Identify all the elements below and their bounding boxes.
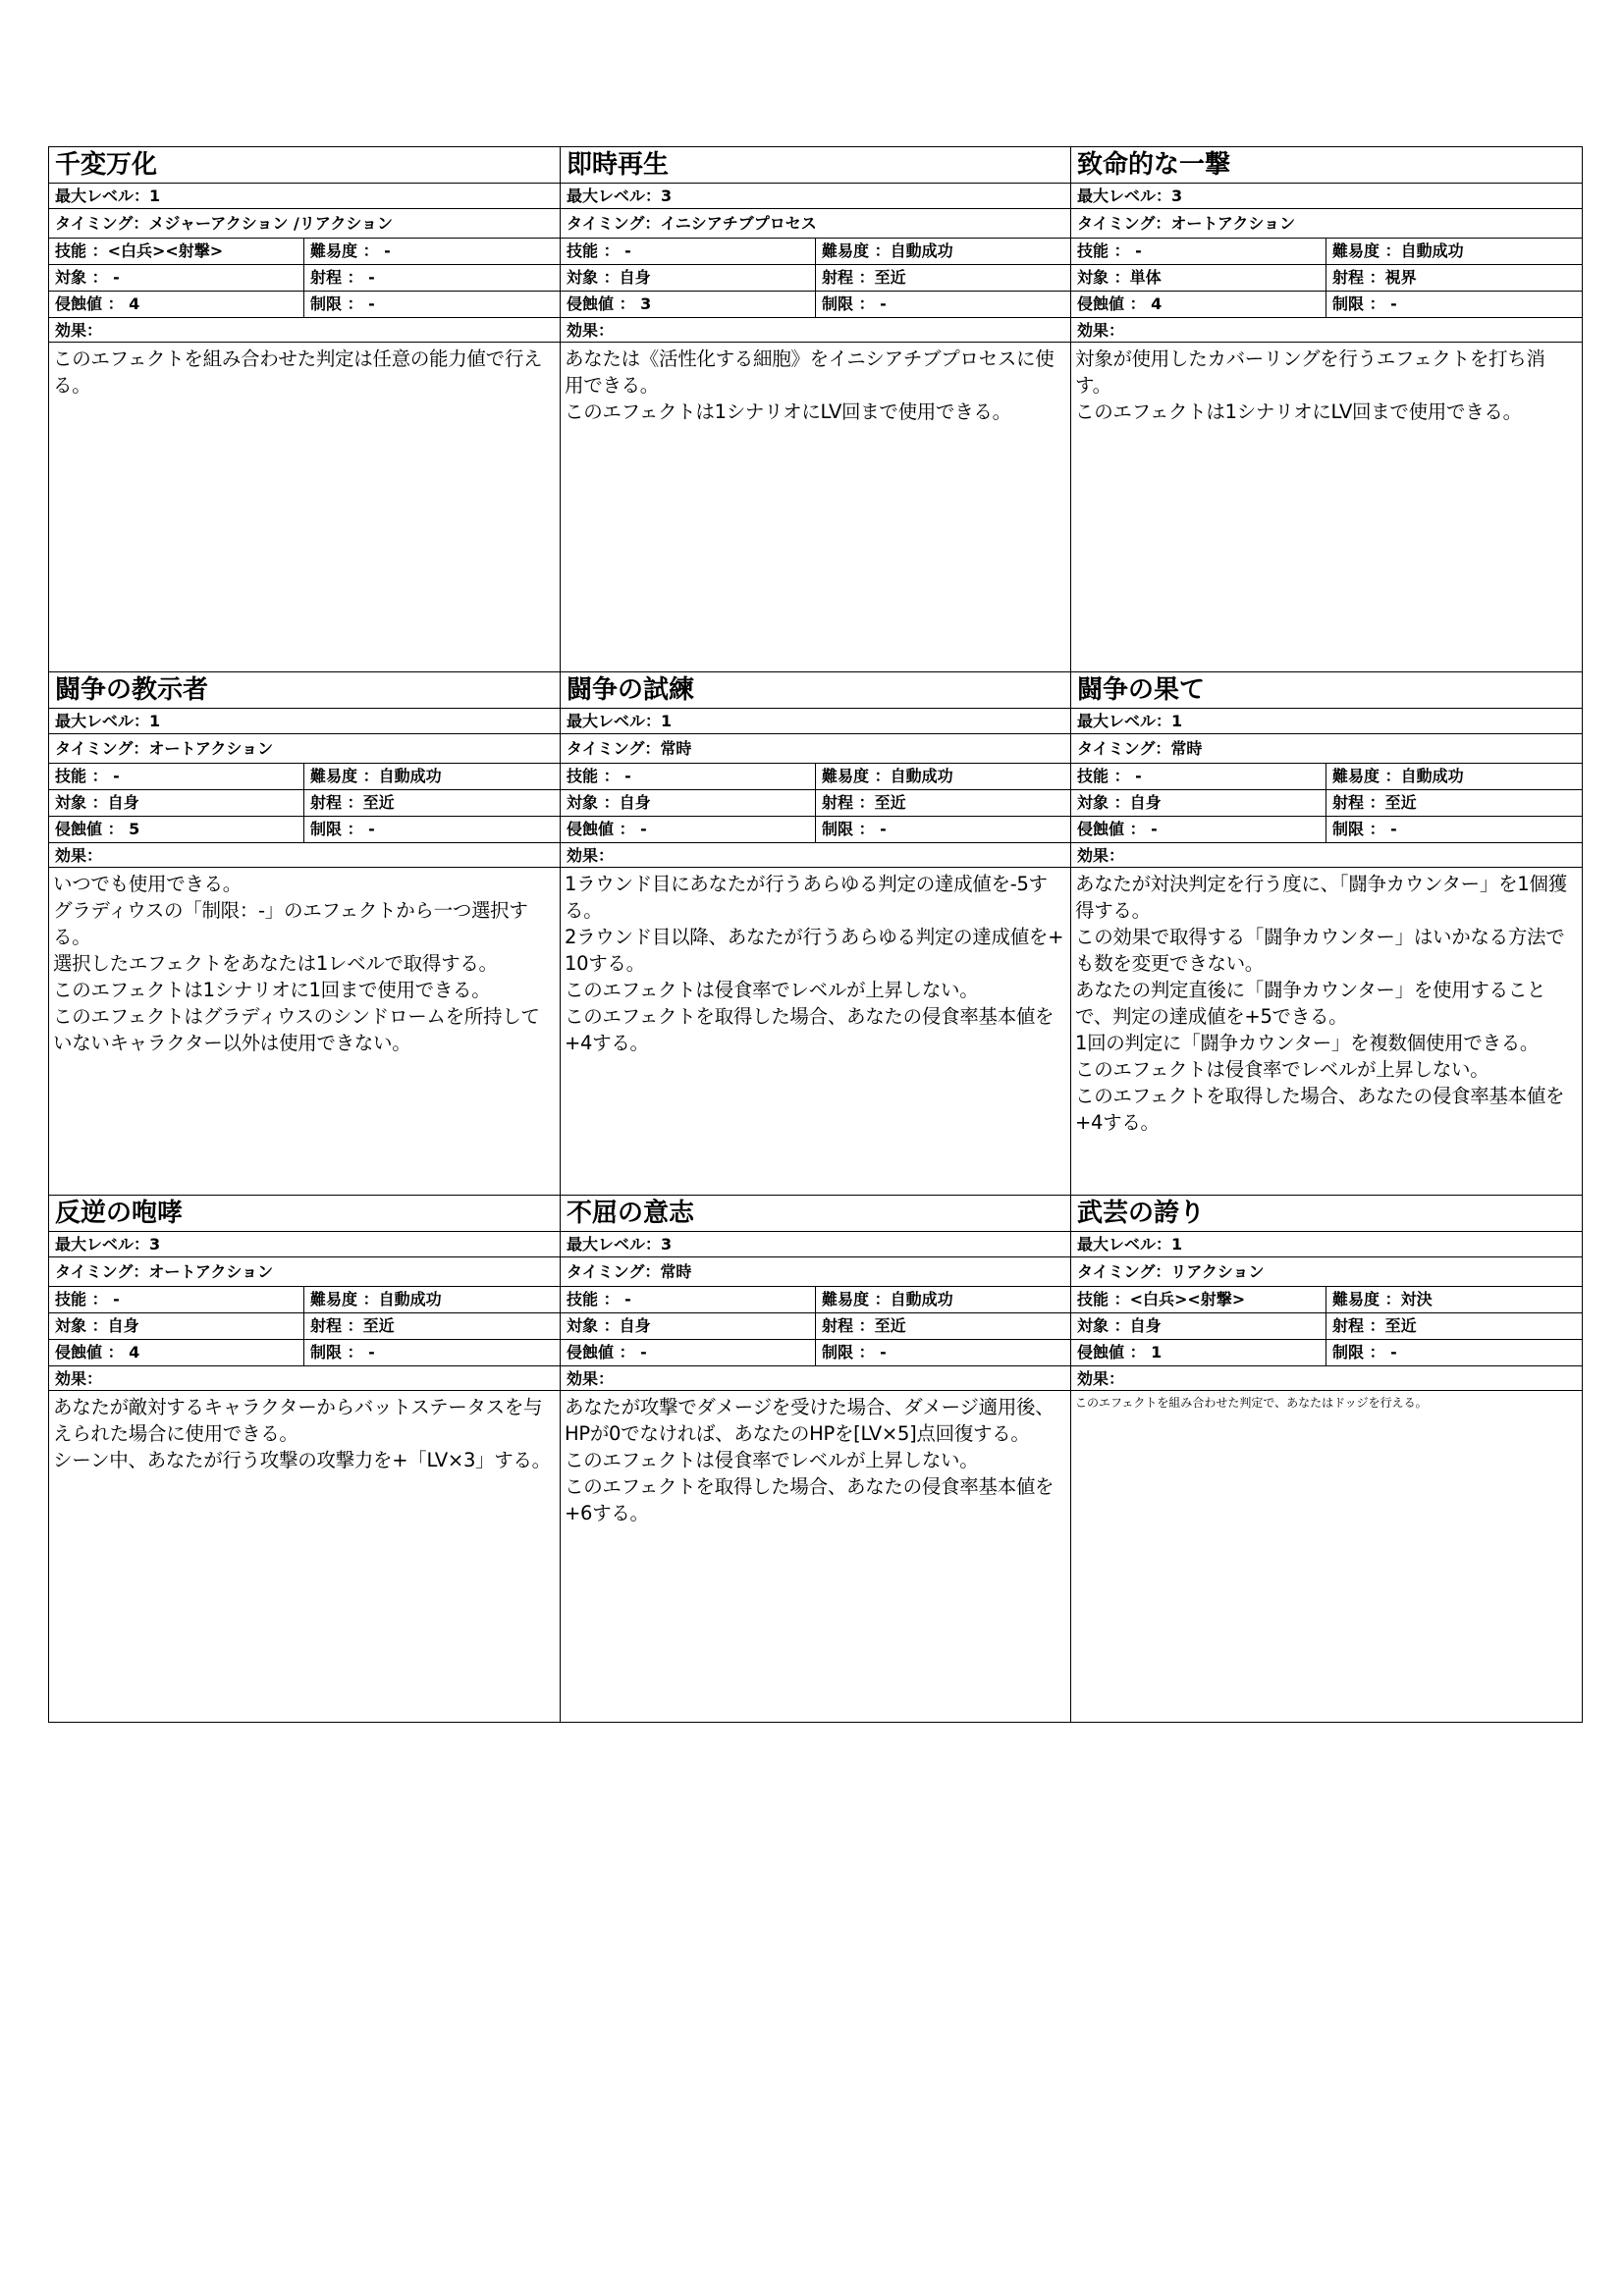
difficulty: 難易度 ：自動成功 (1332, 241, 1464, 260)
target: 対象 ： - (49, 265, 304, 291)
timing: タイミング：常時 (561, 1257, 1070, 1287)
timing: タイミング：リアクション (1071, 1257, 1582, 1287)
target-range-row (561, 265, 1070, 292)
difficulty: 難易度 ：自動成功 (1332, 767, 1464, 785)
difficulty: 難易度 ：自動成功 (310, 767, 442, 785)
skill-difficulty-row (1071, 1287, 1582, 1313)
skill: 技能 ： - (561, 1287, 816, 1312)
skill-difficulty-row (49, 764, 560, 790)
timing: タイミング：常時 (1071, 734, 1582, 764)
effect-label: 効果： (49, 318, 560, 343)
effect-label: 効果： (49, 1366, 560, 1391)
erosion-value: 侵蝕値 ： 5 (49, 817, 304, 842)
restriction: 制限 ： - (1332, 1343, 1397, 1362)
effect-card (1071, 147, 1582, 672)
effect-label: 効果： (561, 318, 1070, 343)
restriction: 制限 ： - (310, 294, 375, 313)
effect-text: あなたが対決判定を行う度に、「闘争カウンター」を1個獲得する。 この効果で取得する「闘争カウンター」はいかなる方法でも数を変更できない。 あなたの判定直後に「闘争カウンター」を使用することで、判定の達成値を+5できる。 1回の判定に「闘争カウンター」を複数個使用できる。 このエフェクトは侵食率でレベルが上昇しない。 このエフェクトを取得した場合、あなたの侵食率基本値を+4する。 (1075, 873, 1567, 1134)
max-level: 最大レベル：1 (49, 184, 560, 209)
target-range-row (1071, 265, 1582, 292)
effect-text: あなたが攻撃でダメージを受けた場合、ダメージ適用後、HPが0でなければ、あなたのHPを[LV×5]点回復する。 このエフェクトは侵食率でレベルが上昇しない。 このエフェクトを取得した場合、あなたの侵食率基本値を+6する。 (565, 1396, 1055, 1524)
target: 対象 ：自身 (561, 1313, 816, 1339)
restriction: 制限 ： - (822, 1343, 887, 1362)
erosion-value: 侵蝕値 ： 1 (1071, 1340, 1326, 1365)
erosion-restriction-row (49, 1340, 560, 1366)
target: 対象 ：自身 (561, 790, 816, 816)
skill: 技能 ： - (561, 239, 816, 264)
erosion-restriction-row (49, 817, 560, 843)
effect-text: いつでも使用できる。 グラディウスの「制限：-」のエフェクトから一つ選択する。 選択したエフェクトをあなたは1レベルで取得する。 このエフェクトは1シナリオに1回まで使用できる。 このエフェクトはグラディウスのシンドロームを所持していないキャラクター以外は使用できない。 (53, 873, 540, 1054)
effect-name: 闘争の試練 (561, 672, 1070, 709)
target-range-row (49, 790, 560, 817)
restriction: 制限 ： - (310, 1343, 375, 1362)
target: 対象 ：自身 (49, 1313, 304, 1339)
effect-name: 武芸の誇り (1071, 1196, 1582, 1232)
target: 対象 ：自身 (561, 265, 816, 291)
timing: タイミング：オートアクション (1071, 209, 1582, 239)
erosion-restriction-row (1071, 292, 1582, 318)
erosion-restriction-row (1071, 817, 1582, 843)
target-range-row (49, 265, 560, 292)
skill-difficulty-row (1071, 764, 1582, 790)
erosion-value: 侵蝕値 ： - (561, 1340, 816, 1365)
max-level: 最大レベル：3 (561, 1232, 1070, 1257)
effect-name: 即時再生 (561, 147, 1070, 184)
skill: 技能 ：<白兵><射撃> (1071, 1287, 1326, 1312)
erosion-value: 侵蝕値 ： 4 (49, 292, 304, 317)
range: 射程 ：至近 (1332, 1316, 1417, 1335)
max-level: 最大レベル：1 (561, 709, 1070, 734)
effect-label: 効果： (1071, 843, 1582, 868)
effect-name: 闘争の教示者 (49, 672, 560, 709)
max-level: 最大レベル：3 (49, 1232, 560, 1257)
range: 射程 ：至近 (822, 268, 906, 287)
effect-card (49, 1196, 561, 1722)
skill-difficulty-row (49, 239, 560, 265)
erosion-value: 侵蝕値 ： 3 (561, 292, 816, 317)
skill-difficulty-row (561, 239, 1070, 265)
effect-text: あなたが敵対するキャラクターからバットステータスを与えられた場合に使用できる。 シーン中、あなたが行う攻撃の攻撃力を+「LV×3」する。 (53, 1396, 551, 1471)
effect-card (561, 147, 1071, 672)
difficulty: 難易度 ：対決 (1332, 1290, 1433, 1308)
erosion-value: 侵蝕値 ： - (1071, 817, 1326, 842)
effect-text: あなたは《活性化する細胞》をイニシアチブプロセスに使用できる。 このエフェクトは1シナリオにLV回まで使用できる。 (565, 347, 1055, 423)
skill: 技能 ： - (49, 764, 304, 789)
effect-name: 致命的な一撃 (1071, 147, 1582, 184)
erosion-value: 侵蝕値 ： 4 (49, 1340, 304, 1365)
skill: 技能 ： - (1071, 239, 1326, 264)
target: 対象 ：自身 (1071, 1313, 1326, 1339)
timing: タイミング：オートアクション (49, 734, 560, 764)
target-range-row (1071, 1313, 1582, 1340)
effect-label: 効果： (1071, 318, 1582, 343)
max-level: 最大レベル：1 (49, 709, 560, 734)
effect-name: 反逆の咆哮 (49, 1196, 560, 1232)
range: 射程 ：至近 (822, 793, 906, 812)
range: 射程 ：視界 (1332, 268, 1417, 287)
target-range-row (49, 1313, 560, 1340)
skill: 技能 ： - (1071, 764, 1326, 789)
effect-label: 効果： (49, 843, 560, 868)
timing: タイミング：イニシアチブプロセス (561, 209, 1070, 239)
max-level: 最大レベル：3 (561, 184, 1070, 209)
range: 射程 ：至近 (310, 793, 395, 812)
target: 対象 ：単体 (1071, 265, 1326, 291)
erosion-value: 侵蝕値 ： - (561, 817, 816, 842)
restriction: 制限 ： - (1332, 820, 1397, 838)
max-level: 最大レベル：1 (1071, 709, 1582, 734)
max-level: 最大レベル：3 (1071, 184, 1582, 209)
effect-card (561, 1196, 1071, 1722)
skill-difficulty-row (561, 764, 1070, 790)
effect-card (49, 672, 561, 1196)
restriction: 制限 ： - (822, 820, 887, 838)
range: 射程 ：至近 (822, 1316, 906, 1335)
erosion-restriction-row (49, 292, 560, 318)
skill-difficulty-row (561, 1287, 1070, 1313)
effect-text: このエフェクトを組み合わせた判定で、あなたはドッジを行える。 (1075, 1396, 1428, 1410)
erosion-restriction-row (561, 1340, 1070, 1366)
target-range-row (561, 1313, 1070, 1340)
effect-text: 1ラウンド目にあなたが行うあらゆる判定の達成値を-5する。 2ラウンド目以降、あなたが行うあらゆる判定の達成値を+10する。 このエフェクトは侵食率でレベルが上昇しない。 このエフェクトを取得した場合、あなたの侵食率基本値を+4する。 (565, 873, 1064, 1054)
effect-label: 効果： (561, 843, 1070, 868)
timing: タイミング：常時 (561, 734, 1070, 764)
restriction: 制限 ： - (822, 294, 887, 313)
effect-text: このエフェクトを組み合わせた判定は任意の能力値で行える。 (53, 347, 543, 397)
effect-card (1071, 1196, 1582, 1722)
restriction: 制限 ： - (1332, 294, 1397, 313)
effect-card (1071, 672, 1582, 1196)
erosion-restriction-row (1071, 1340, 1582, 1366)
range: 射程 ：至近 (310, 1316, 395, 1335)
timing: タイミング：メジャーアクション /リアクション (49, 209, 560, 239)
difficulty: 難易度 ：自動成功 (822, 1290, 953, 1308)
target: 対象 ：自身 (1071, 790, 1326, 816)
erosion-restriction-row (561, 292, 1070, 318)
skill-difficulty-row (1071, 239, 1582, 265)
skill-difficulty-row (49, 1287, 560, 1313)
effect-label: 効果： (1071, 1366, 1582, 1391)
effect-name: 闘争の果て (1071, 672, 1582, 709)
restriction: 制限 ： - (310, 820, 375, 838)
timing: タイミング：オートアクション (49, 1257, 560, 1287)
erosion-restriction-row (561, 817, 1070, 843)
target-range-row (1071, 790, 1582, 817)
effect-label: 効果： (561, 1366, 1070, 1391)
target: 対象 ：自身 (49, 790, 304, 816)
difficulty: 難易度 ：自動成功 (822, 767, 953, 785)
effect-name: 不屈の意志 (561, 1196, 1070, 1232)
skill: 技能 ： - (561, 764, 816, 789)
max-level: 最大レベル：1 (1071, 1232, 1582, 1257)
effect-text: 対象が使用したカバーリングを行うエフェクトを打ち消す。 このエフェクトは1シナリオにLV回まで使用できる。 (1075, 347, 1545, 423)
target-range-row (561, 790, 1070, 817)
effect-card (49, 147, 561, 672)
effect-card (561, 672, 1071, 1196)
difficulty: 難易度 ：自動成功 (310, 1290, 442, 1308)
effect-card-sheet (48, 146, 1583, 1723)
effect-name: 千変万化 (49, 147, 560, 184)
skill: 技能 ：<白兵><射撃> (49, 239, 304, 264)
difficulty: 難易度 ：自動成功 (822, 241, 953, 260)
difficulty: 難易度 ： - (310, 241, 391, 260)
skill: 技能 ： - (49, 1287, 304, 1312)
erosion-value: 侵蝕値 ： 4 (1071, 292, 1326, 317)
range: 射程 ： - (310, 268, 375, 287)
range: 射程 ：至近 (1332, 793, 1417, 812)
